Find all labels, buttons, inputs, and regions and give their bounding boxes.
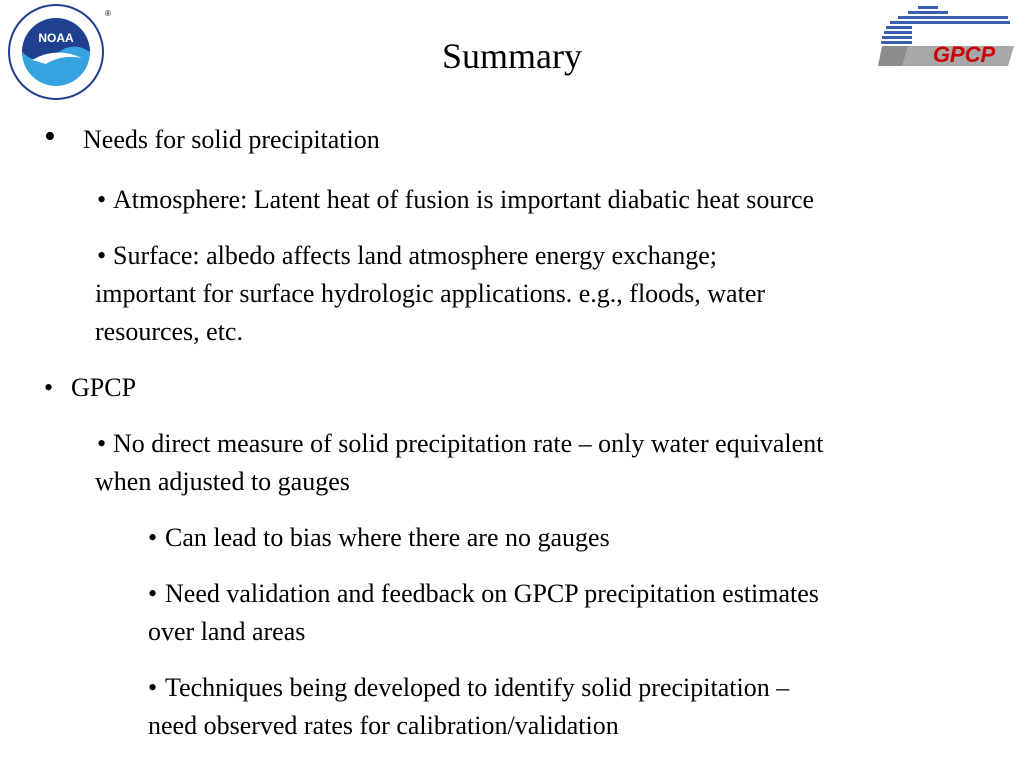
bullet-text: Can lead to bias where there are no gauges bbox=[165, 523, 610, 552]
bullet-text-line2: when adjusted to gauges bbox=[95, 467, 350, 496]
bullet-glyph: • bbox=[44, 118, 56, 155]
bullet-glyph: • bbox=[148, 673, 158, 702]
bullet-text: Atmosphere: Latent heat of fusion is important diabatic heat source bbox=[113, 185, 815, 214]
noaa-wordmark: NOAA bbox=[38, 31, 74, 45]
bullet-text-line1: No direct measure of solid precipitation rate – only water equivalent bbox=[113, 429, 824, 458]
bullet-text-line2: need observed rates for calibration/validation bbox=[148, 711, 619, 740]
gpcp-wordmark: GPCP bbox=[932, 42, 996, 67]
bullet-glyph: • bbox=[44, 373, 54, 402]
bullet-glyph: • bbox=[97, 185, 107, 214]
bullet-text-line1: Need validation and feedback on GPCP precipitation estimates bbox=[165, 579, 819, 608]
bullet-glyph: • bbox=[148, 579, 158, 608]
bullet-text-line1: Surface: albedo affects land atmosphere energy exchange; bbox=[113, 241, 717, 270]
slide-title: Summary bbox=[442, 36, 582, 76]
registered-mark: ® bbox=[105, 9, 111, 18]
bullet-glyph: • bbox=[97, 429, 107, 458]
bullet-text-line2: important for surface hydrologic applications. e.g., floods, water bbox=[95, 279, 766, 308]
bullet-text-line2: over land areas bbox=[148, 617, 306, 646]
bullet-text-line1: Techniques being developed to identify solid precipitation – bbox=[165, 673, 790, 702]
bullet-text: Needs for solid precipitation bbox=[83, 125, 380, 154]
bullet-text: GPCP bbox=[71, 373, 137, 402]
bullet-glyph: • bbox=[97, 241, 107, 270]
bullet-glyph: • bbox=[148, 523, 158, 552]
bullet-text-line3: resources, etc. bbox=[95, 317, 243, 346]
